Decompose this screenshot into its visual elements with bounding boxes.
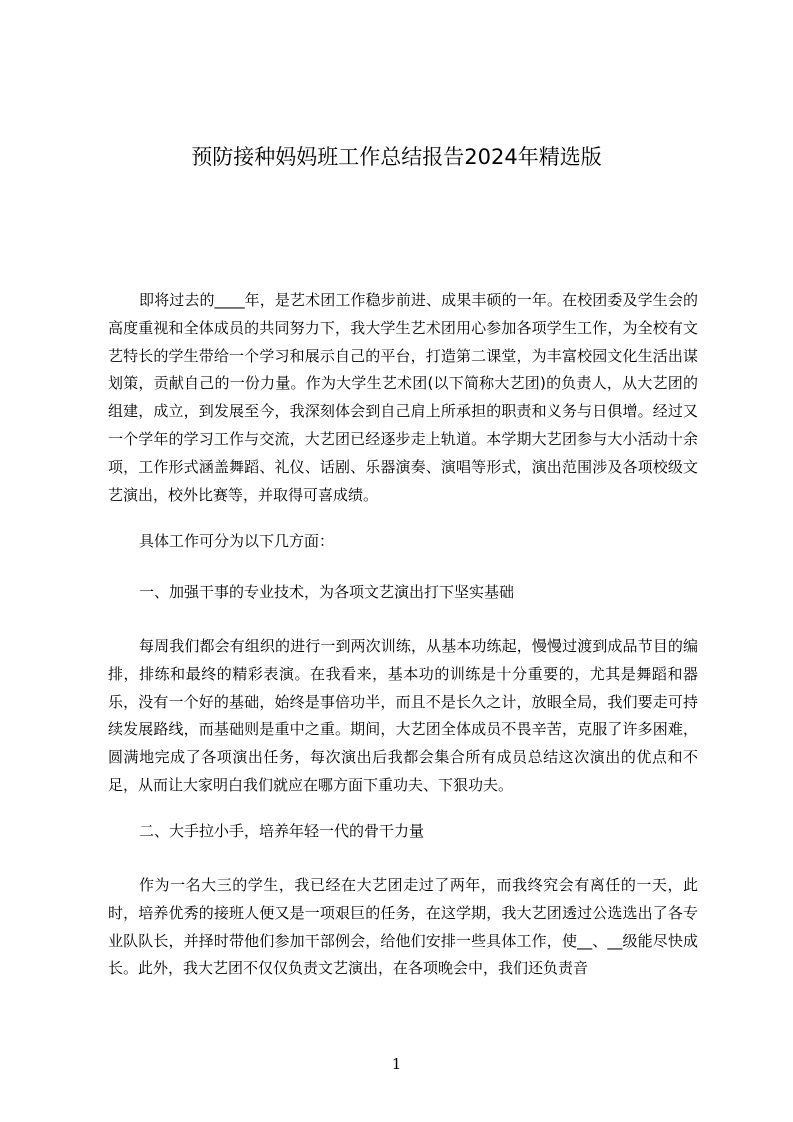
overview-paragraph: 具体工作可分为以下几方面： [139,532,335,550]
section-heading-1: 一、加强干事的专业技术，为各项文艺演出打下坚实基础 [139,583,515,601]
section-1-paragraph: 每周我们都会有组织的进行一到两次训练，从基本功练起，慢慢过渡到成品节目的编排，排练和最终的精彩表演。在我看来，基本功的训练是十分重要的，尤其是舞蹈和器乐，没有一个好的基础，始终是事倍功半，而且不是长久之计，放眼全局，我们要走可持续发展路线，而基础则是重中之重。期间，大艺团全体成员不畏辛苦，克服了许多困难，圆满地完成了各项演出任务，每次演出后我都会集合所有成员总结这次演出的优点和不足，从而让大家明白我们就应在哪方面下重功夫、下狠功夫。 [108,637,698,794]
section-heading-2: 二、大手拉小手，培养年轻一代的骨干力量 [139,822,425,840]
section-2-paragraph: 作为一名大三的学生，我已经在大艺团走过了两年，而我终究会有离任的一天，此时，培养优秀的接班人便又是一项艰巨的任务，在这学期，我大艺团透过公选选出了各专业队队长，并择时带他们参加干部例会，给他们安排一些具体工作，使__、__级能尽快成长。此外，我大艺团不仅仅负责文艺演出，在各项晚会中，我们还负责音 [108,876,698,978]
page-number: 1 [391,1055,402,1073]
intro-paragraph: 即将过去的____年，是艺术团工作稳步前进、成果丰硕的一年。在校团委及学生会的高度重视和全体成员的共同努力下，我大学生艺术团用心参加各项学生工作，为全校有文艺特长的学生带给一个学习和展示自己的平台，打造第二课堂，为丰富校园文化生活出谋划策，贡献自己的一份力量。作为大学生艺术团(以下简称大艺团)的负责人，从大艺团的组建，成立，到发展至今，我深刻体会到自己肩上所承担的职责和义务与日俱增。经过又一个学年的学习工作与交流，大艺团已经逐步走上轨道。本学期大艺团参与大小活动十余项，工作形式涵盖舞蹈、礼仪、话剧、乐器演奏、演唱等形式，演出范围涉及各项校级文艺演出，校外比赛等，并取得可喜成绩。 [108,291,698,504]
document-title: 预防接种妈妈班工作总结报告2024年精选版 [191,145,602,169]
